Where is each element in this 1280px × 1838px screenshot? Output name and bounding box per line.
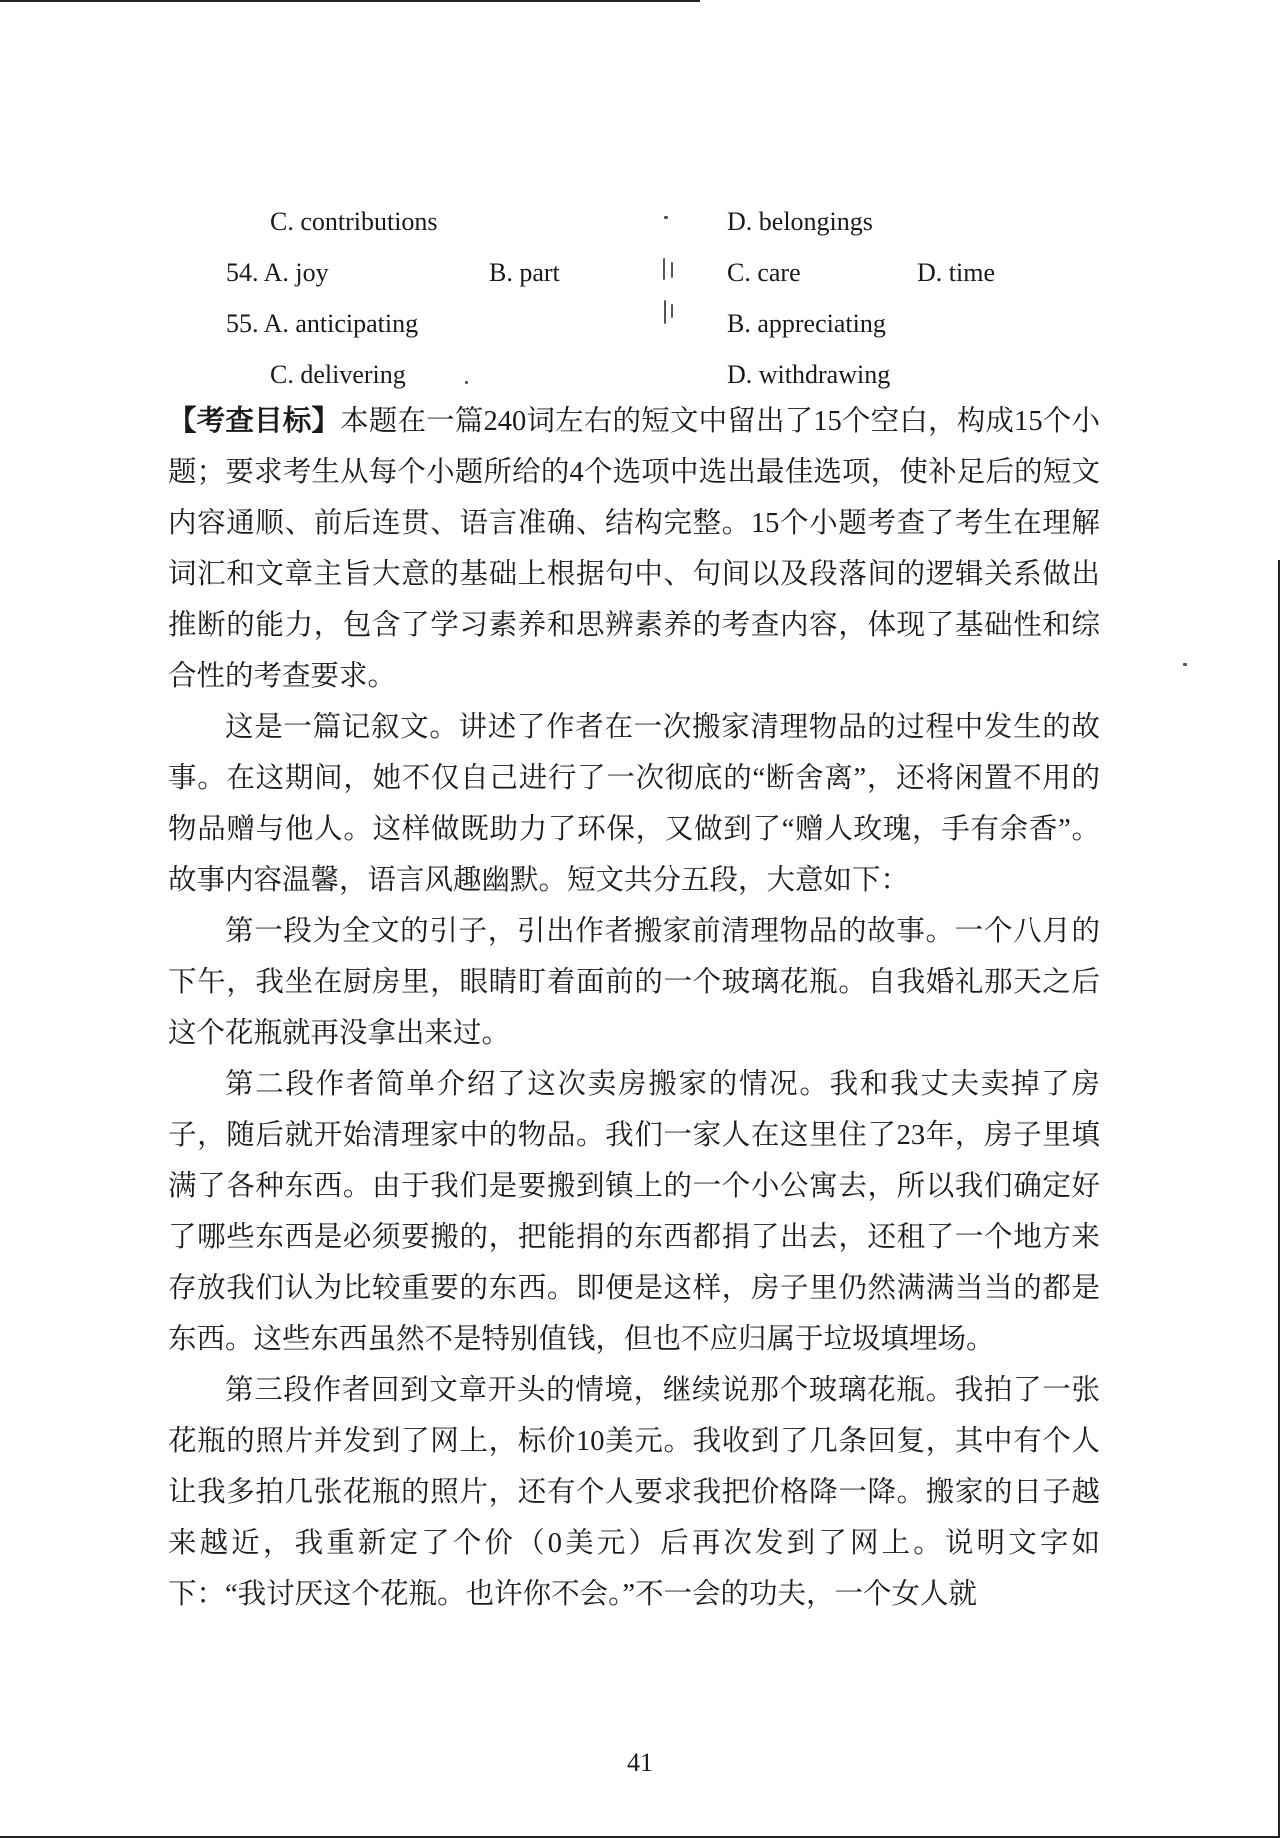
option-row-55 [0, 298, 1280, 349]
scan-edge-top [0, 0, 700, 2]
option-row-54 [0, 247, 1280, 298]
option-54-c: C. care [727, 258, 801, 287]
exam-objective-label: 【考查目标】 [168, 406, 341, 437]
option-row [0, 349, 1280, 400]
paragraph-second-section: 第二段作者简单介绍了这次卖房搬家的情况。我和我丈夫卖掉了房子，随后就开始清理家中的物品。我们一家人在这里住了23年，房子里填满了各种东西。由于我们是要搬到镇上的一个小公寓去，所以我们确定好了哪些东西是必须要搬的，把能捐的东西都捐了出去，还租了一个地方来存放我们认为比较重要的东西。即便是这样，房子里仍然满满当当的都是东西。这些东西虽然不是特别值钱，但也不应归属于垃圾填埋场。 [168, 1069, 1100, 1355]
scan-speck [1183, 663, 1187, 666]
option-55-c: C. delivering [270, 360, 406, 389]
option-c-contributions: C. contributions [270, 207, 438, 236]
option-55-d: D. withdrawing [727, 360, 891, 389]
paragraph-third-section: 第三段作者回到文章开头的情境，继续说那个玻璃花瓶。我拍了一张花瓶的照片并发到了网上，标价10美元。我收到了几条回复，其中有个人让我多拍几张花瓶的照片，还有个人要求我把价格降一降。搬家的日子越来越近，我重新定了个价（0美元）后再次发到了网上。说明文字如下：“我讨厌这个花瓶。也许你不会。”不一会的功夫，一个女人就 [168, 1375, 1100, 1610]
option-row [0, 196, 1280, 247]
paragraph-summary: 这是一篇记叙文。讲述了作者在一次搬家清理物品的过程中发生的故事。在这期间，她不仅自己进行了一次彻底的“断舍离”，还将闲置不用的物品赠与他人。这样做既助力了环保，又做到了“赠人玫瑰，手有余香”。故事内容温馨，语言风趣幽默。短文共分五段，大意如下： [168, 712, 1100, 896]
answer-options [0, 196, 1280, 400]
analysis-passage [168, 396, 1100, 1620]
option-55-a: 55. A. anticipating [226, 309, 419, 338]
paragraph-exam-objective [168, 396, 1100, 702]
option-55-b: B. appreciating [727, 309, 886, 338]
option-54-d: D. time [917, 258, 995, 287]
option-d-belongings: D. belongings [727, 207, 873, 236]
paragraph-first-section: 第一段为全文的引子，引出作者搬家前清理物品的故事。一个八月的下午，我坐在厨房里，眼睛盯着面前的一个玻璃花瓶。自我婚礼那天之后这个花瓶就再没拿出来过。 [168, 916, 1100, 1049]
option-54-a: 54. A. joy [226, 258, 329, 287]
option-54-b: B. part [489, 258, 560, 287]
page-number: 41 [627, 1748, 653, 1777]
exam-objective-text: 本题在一篇240词左右的短文中留出了15个空白，构成15个小题；要求考生从每个小题所给的4个选项中选出最佳选项，使补足后的短文内容通顺、前后连贯、语言准确、结构完整。15个小题考查了考生在理解词汇和文章主旨大意的基础上根据句中、句间以及段落间的逻辑关系做出推断的能力，包含了学习素养和思辨素养的考查内容，体现了基础性和综合性的考查要求。 [168, 406, 1100, 692]
